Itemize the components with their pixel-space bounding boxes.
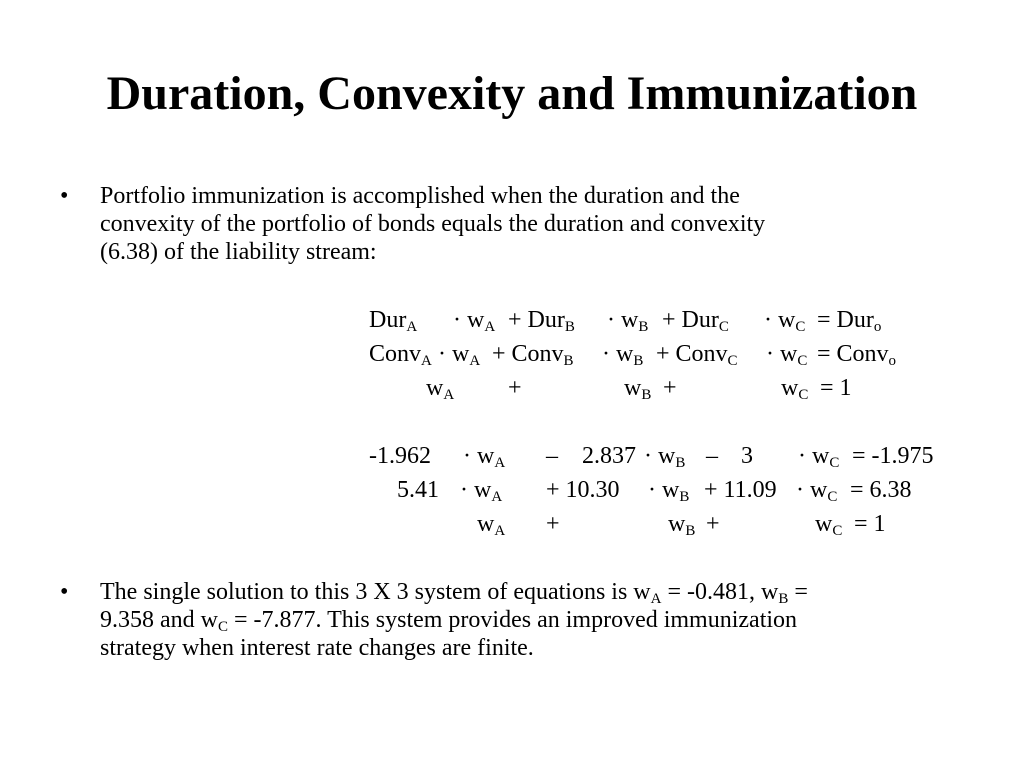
equation-term: · $w_A$ <box>438 341 481 369</box>
equation-term: + <box>663 375 677 401</box>
equation-term: 5.41 <box>397 477 439 503</box>
bullet-text <box>100 578 950 662</box>
equation-term: $w_C$ <box>781 375 809 403</box>
text-line: 9.358 and $w_C = -7.877$. This system provides an improved immunization <box>100 607 798 635</box>
equation-term: · $w_B$ <box>648 477 690 505</box>
bullet-text <box>100 182 950 266</box>
text-line: Portfolio immunization is accomplished when the duration and the <box>100 183 740 209</box>
text-line: strategy when interest rate changes are finite. <box>100 635 534 661</box>
text-line: The single solution to this 3 X 3 system of equations is $w_A = -0.481$, $w_B$ = <box>100 579 808 607</box>
equation-term: = Dur$_o$ <box>817 307 882 335</box>
equation-term: – <box>706 443 718 469</box>
equation-term: $w_A$ <box>426 375 455 403</box>
equation-term: + Dur$_B$ <box>508 307 575 335</box>
equation-term: Conv$_A$ <box>369 341 432 369</box>
equation-term: + Dur$_C$ <box>662 307 729 335</box>
equation-term: -1.962 <box>369 443 431 469</box>
equation-term: = Conv$_o$ <box>817 341 897 369</box>
equation-term: + 11.09 <box>704 477 777 503</box>
equation-term: $w_B$ <box>668 511 696 539</box>
equation-term: · $w_A$ <box>463 443 506 471</box>
equation-term: – <box>546 443 558 469</box>
equation-term: · $w_A$ <box>453 307 496 335</box>
equation-term: · $w_B$ <box>607 307 649 335</box>
equation-term: Dur$_A$ <box>369 307 418 335</box>
equation-term: $w_C$ <box>815 511 843 539</box>
equation-term: · $w_C$ <box>796 477 838 505</box>
bullet-icon: • <box>60 183 69 209</box>
equation-term: + 10.30 <box>546 477 620 503</box>
equation-term: · $w_C$ <box>798 443 840 471</box>
equation-term: + Conv$_B$ <box>492 341 574 369</box>
equation-term: · $w_B$ <box>644 443 686 471</box>
equation-term: 2.837 <box>582 443 636 469</box>
slide-title: Duration, Convexity and Immunization <box>106 67 918 120</box>
equation-term: · $w_A$ <box>460 477 503 505</box>
equation-term: + <box>546 511 560 537</box>
equation-term: + <box>508 375 522 401</box>
equation-term: 3 <box>741 443 753 469</box>
bullet-icon: • <box>60 579 69 605</box>
equation-term: $w_A$ <box>477 511 506 539</box>
text-line: (6.38) of the liability stream: <box>100 239 377 265</box>
equation-term: = -1.975 <box>852 443 934 469</box>
equation-term: = 1 <box>820 375 852 401</box>
equation-term: $w_B$ <box>624 375 652 403</box>
equation-term: · $w_C$ <box>764 307 806 335</box>
equation-term: = 6.38 <box>850 477 912 503</box>
symbolic-equation-system <box>0 306 1024 403</box>
text-line: convexity of the portfolio of bonds equals the duration and convexity <box>100 211 766 237</box>
equation-term: · $w_B$ <box>602 341 644 369</box>
numeric-equation-system <box>0 442 1024 539</box>
equation-term: = 1 <box>854 511 886 537</box>
equation-term: + <box>706 511 720 537</box>
equation-term: + Conv$_C$ <box>656 341 738 369</box>
equation-term: · $w_C$ <box>766 341 808 369</box>
